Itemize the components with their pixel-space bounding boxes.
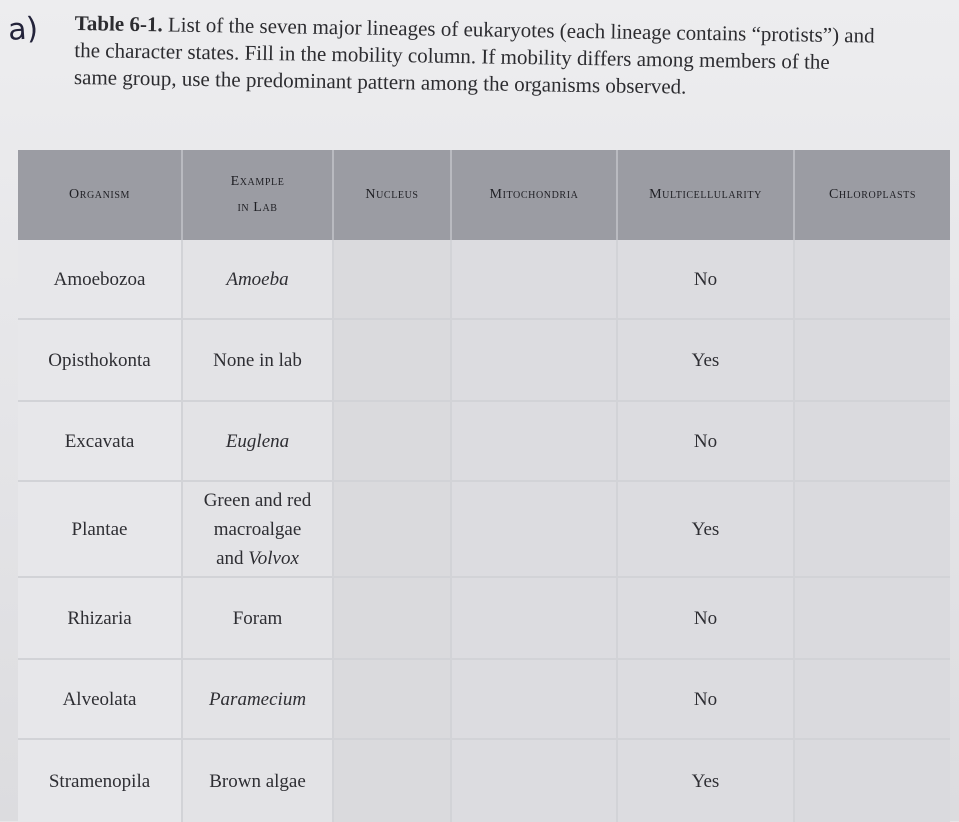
cell-nucleus[interactable] (334, 402, 452, 480)
header-nucleus-label: Nucleus (365, 187, 419, 202)
cell-organism: Opisthokonta (18, 320, 183, 400)
cell-example: Paramecium (183, 660, 334, 738)
table-row (18, 740, 950, 822)
cell-mitochondria[interactable] (452, 660, 618, 738)
header-example-in-lab (183, 150, 334, 240)
cell-mitochondria[interactable] (452, 320, 618, 400)
cell-multicellularity: No (618, 240, 795, 318)
cell-mitochondria[interactable] (452, 482, 618, 576)
cell-example: Amoeba (183, 240, 334, 318)
header-multicellularity (618, 150, 795, 240)
cell-chloroplasts[interactable] (795, 320, 950, 400)
cell-nucleus[interactable] (334, 482, 452, 576)
cell-mitochondria[interactable] (452, 740, 618, 822)
cell-multicellularity: No (618, 660, 795, 738)
table-row (18, 578, 950, 660)
cell-example: Foram (183, 578, 334, 658)
cell-chloroplasts[interactable] (795, 402, 950, 480)
header-chloroplasts (795, 150, 950, 240)
cell-nucleus[interactable] (334, 320, 452, 400)
cell-chloroplasts[interactable] (795, 240, 950, 318)
table-row (18, 402, 950, 482)
header-multicellularity-label: Multicellularity (649, 187, 762, 202)
header-mitochondria (452, 150, 618, 240)
cell-nucleus[interactable] (334, 740, 452, 822)
cell-example: Brown algae (183, 740, 334, 822)
header-organism-label: Organism (68, 187, 131, 202)
cell-example-line3 (216, 544, 299, 573)
cell-chloroplasts[interactable] (795, 578, 950, 658)
cell-organism: Excavata (18, 402, 183, 480)
cell-organism: Amoebozoa (18, 240, 183, 318)
table-caption (74, 10, 875, 104)
cell-example-line2: macroalgae (213, 518, 302, 540)
table-row (18, 240, 950, 320)
cell-organism: Stramenopila (18, 740, 183, 822)
cell-multicellularity: No (618, 578, 795, 658)
cell-organism: Alveolata (18, 660, 183, 738)
cell-chloroplasts[interactable] (795, 740, 950, 822)
cell-example: Euglena (183, 402, 334, 480)
cell-nucleus[interactable] (334, 240, 452, 318)
table-row (18, 320, 950, 402)
cell-example-line3-italic: Volvox (248, 547, 299, 569)
header-organism (18, 150, 183, 240)
table-row (18, 482, 950, 578)
table-row (18, 660, 950, 740)
cell-nucleus[interactable] (334, 660, 452, 738)
cell-organism: Rhizaria (18, 578, 183, 658)
header-mitochondria-label: Mitochondria (489, 187, 579, 202)
cell-example: None in lab (183, 320, 334, 400)
cell-organism: Plantae (18, 482, 183, 576)
cell-multicellularity: Yes (618, 482, 795, 576)
cell-nucleus[interactable] (334, 578, 452, 658)
cell-example-line3-prefix: and (216, 547, 249, 569)
cell-multicellularity: No (618, 402, 795, 480)
cell-mitochondria[interactable] (452, 402, 618, 480)
cell-mitochondria[interactable] (452, 240, 618, 318)
header-nucleus (334, 150, 452, 240)
cell-example-line1: Green and red (203, 489, 312, 511)
handwritten-annotation: a) (6, 10, 40, 49)
table-header-row (18, 150, 950, 240)
cell-multicellularity: Yes (618, 740, 795, 822)
cell-example (183, 482, 334, 576)
cell-chloroplasts[interactable] (795, 660, 950, 738)
caption-text: List of the seven major lineages of eukaryotes (each lineage contains “protists”) and the character states. Fill in the mobility column. If mobility differs among members of the same group, use the predominant pattern among the organisms observed. (73, 12, 875, 99)
header-example-line2: in Lab (237, 200, 278, 215)
header-example-line1: Example (230, 174, 285, 189)
cell-mitochondria[interactable] (452, 578, 618, 658)
cell-chloroplasts[interactable] (795, 482, 950, 576)
cell-multicellularity: Yes (618, 320, 795, 400)
caption-label: Table 6-1. (74, 10, 163, 37)
header-chloroplasts-label: Chloroplasts (828, 187, 917, 202)
table-body (18, 240, 950, 822)
